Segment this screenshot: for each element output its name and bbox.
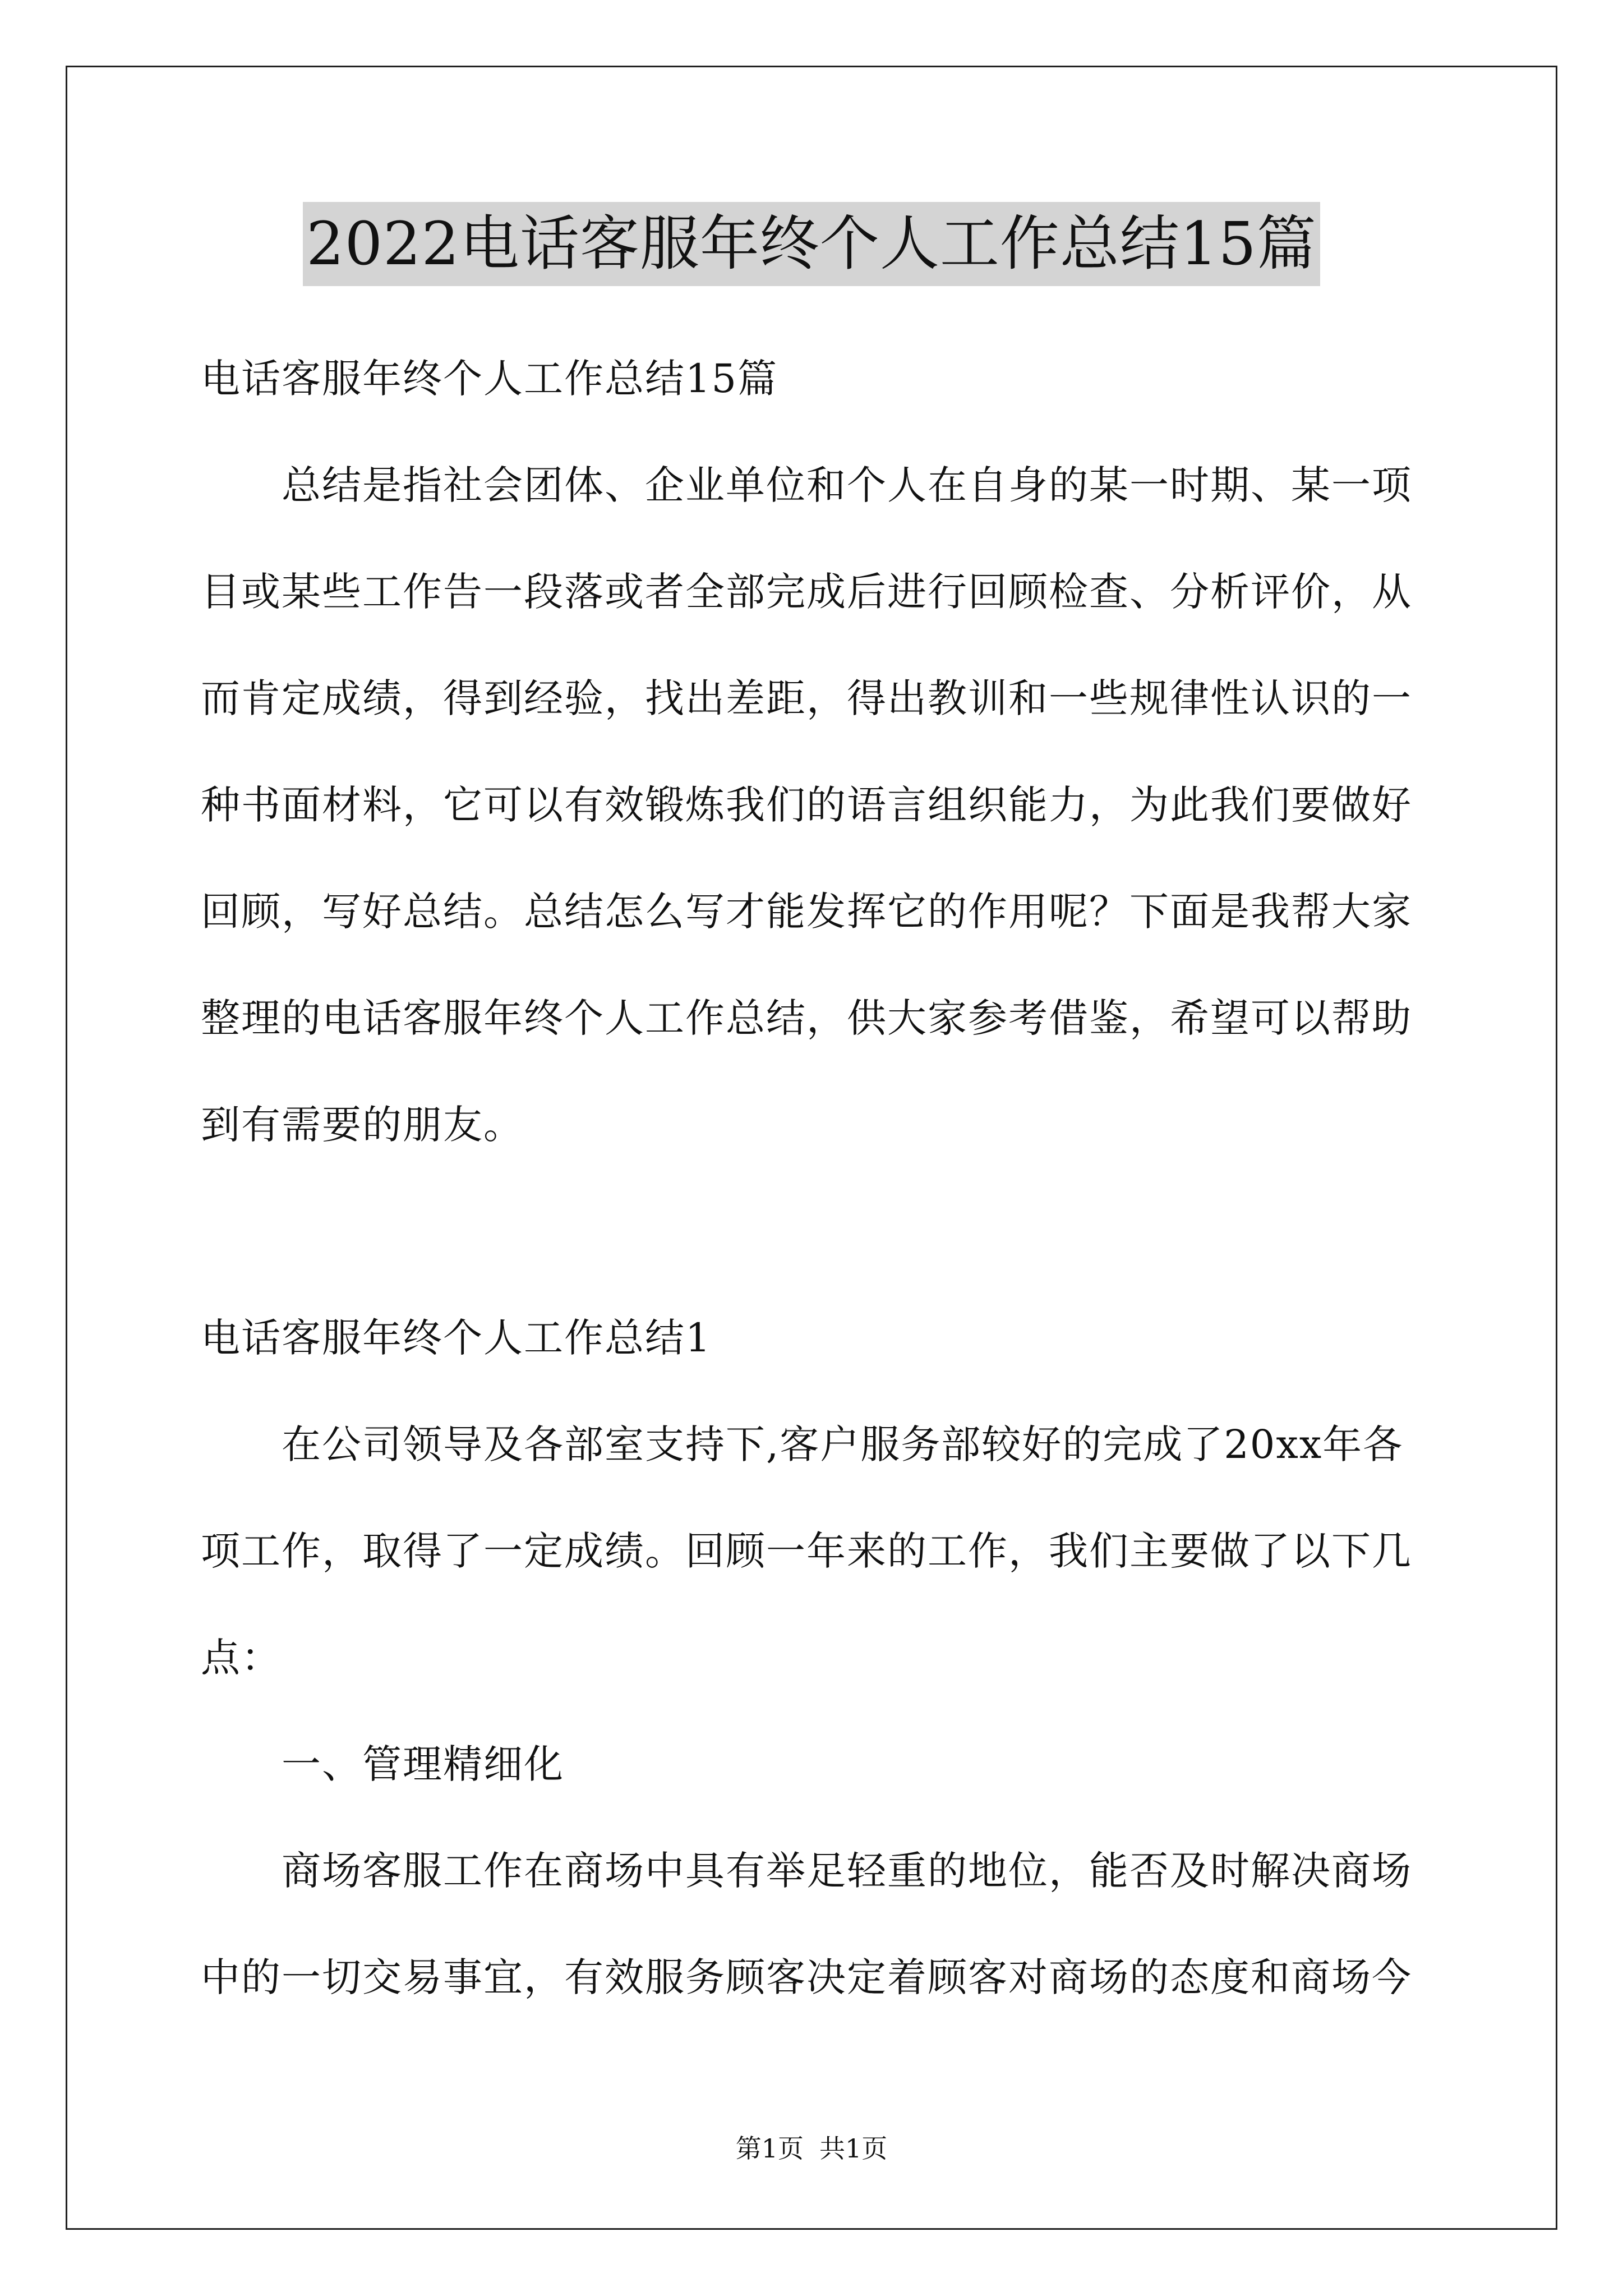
page-number: 第1页 bbox=[735, 2133, 804, 2164]
body-line: 目或某些工作告一段落或者全部完成后进行回顾检查、分析评价，从 bbox=[201, 569, 1412, 615]
body-line: 种书面材料，它可以有效锻炼我们的语言组织能力，为此我们要做好 bbox=[201, 782, 1412, 828]
body-line: 而肯定成绩，得到经验，找出差距，得出教训和一些规律性认识的一 bbox=[201, 675, 1412, 721]
page-footer bbox=[0, 2132, 1623, 2165]
body-line: 商场客服工作在商场中具有举足轻重的地位，能否及时解决商场 bbox=[201, 1848, 1412, 1894]
document-title: 2022电话客服年终个人工作总结15篇 bbox=[303, 202, 1320, 286]
total-pages: 共1页 bbox=[819, 2133, 888, 2164]
body-line: 回顾，写好总结。总结怎么写才能发挥它的作用呢？下面是我帮大家 bbox=[201, 889, 1412, 935]
body-line: 总结是指社会团体、企业单位和个人在自身的某一时期、某一项 bbox=[201, 462, 1412, 508]
title-container bbox=[0, 202, 1623, 286]
body-line: 在公司领导及各部室支持下,客户服务部较好的完成了20xx年各 bbox=[201, 1421, 1404, 1467]
body-line: 项工作，取得了一定成绩。回顾一年来的工作，我们主要做了以下几 bbox=[201, 1528, 1412, 1574]
body-line: 中的一切交易事宜，有效服务顾客决定着顾客对商场的态度和商场今 bbox=[201, 1954, 1412, 2000]
subsection-heading: 一、管理精细化 bbox=[201, 1741, 564, 1787]
subtitle-line: 电话客服年终个人工作总结15篇 bbox=[201, 356, 778, 402]
body-line: 点： bbox=[201, 1635, 282, 1681]
section-heading: 电话客服年终个人工作总结1 bbox=[201, 1315, 712, 1361]
body-line: 到有需要的朋友。 bbox=[201, 1102, 524, 1148]
body-line: 整理的电话客服年终个人工作总结，供大家参考借鉴，希望可以帮助 bbox=[201, 995, 1412, 1041]
